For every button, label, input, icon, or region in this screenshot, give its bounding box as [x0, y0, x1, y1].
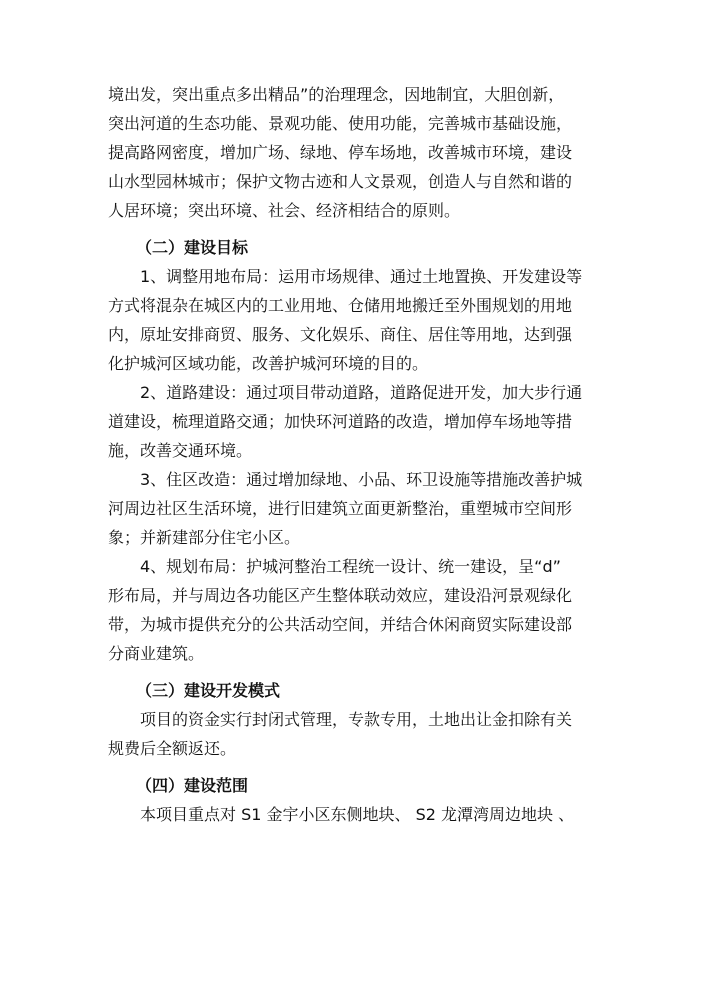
- body-line: 带，为城市提供充分的公共活动空间，并结合休闲商贸实际建设部: [108, 615, 573, 634]
- paragraph-first-line: 2、道路建设：通过项目带动道路，道路促进开发，加大步行通: [140, 383, 583, 402]
- section-heading: （二）建设目标: [136, 238, 249, 257]
- body-line: 提高路网密度，增加广场、绿地、停车场地，改善城市环境，建设: [108, 143, 573, 162]
- body-line: 象；并新建部分住宅小区。: [108, 528, 301, 547]
- section-heading: （三）建设开发模式: [136, 681, 281, 700]
- paragraph-first-line: 1、调整用地布局：运用市场规律、通过土地置换、开发建设等: [140, 267, 583, 286]
- body-line: 规费后全额返还。: [108, 739, 237, 758]
- body-line: 化护城河区域功能，改善护城河环境的目的。: [108, 354, 429, 373]
- body-line: 境出发，突出重点多出精品”的治理理念，因地制宜，大胆创新，: [108, 85, 565, 104]
- document-body: [108, 80, 598, 829]
- section-heading: （四）建设范围: [136, 776, 249, 795]
- paragraph-first-line: 项目的资金实行封闭式管理，专款专用，土地出让金扣除有关: [140, 710, 573, 729]
- body-line: 山水型园林城市；保护文物古迹和人文景观，创造人与自然和谐的: [108, 172, 573, 191]
- body-line: 形布局，并与周边各功能区产生整体联动效应，建设沿河景观绿化: [108, 586, 573, 605]
- body-line: 河周边社区生活环境，进行旧建筑立面更新整治，重塑城市空间形: [108, 499, 573, 518]
- paragraph-first-line: 4、规划布局：护城河整治工程统一设计、统一建设，呈“d”: [140, 557, 561, 576]
- paragraph-first-line: 本项目重点对 S1 金宇小区东侧地块、 S2 龙潭湾周边地块 、: [140, 805, 575, 824]
- body-line: 内，原址安排商贸、服务、文化娱乐、商住、居住等用地，达到强: [108, 325, 573, 344]
- body-line: 道建设，梳理道路交通；加快环河道路的改造，增加停车场地等措: [108, 412, 573, 431]
- body-line: 突出河道的生态功能、景观功能、使用功能，完善城市基础设施，: [108, 114, 573, 133]
- body-line: 人居环境；突出环境、社会、经济相结合的原则。: [108, 201, 461, 220]
- body-line: 方式将混杂在城区内的工业用地、仓储用地搬迁至外围规划的用地: [108, 296, 573, 315]
- paragraph-first-line: 3、住区改造：通过增加绿地、小品、环卫设施等措施改善护城: [140, 470, 583, 489]
- body-line: 施，改善交通环境。: [108, 441, 253, 460]
- body-line: 分商业建筑。: [108, 644, 205, 663]
